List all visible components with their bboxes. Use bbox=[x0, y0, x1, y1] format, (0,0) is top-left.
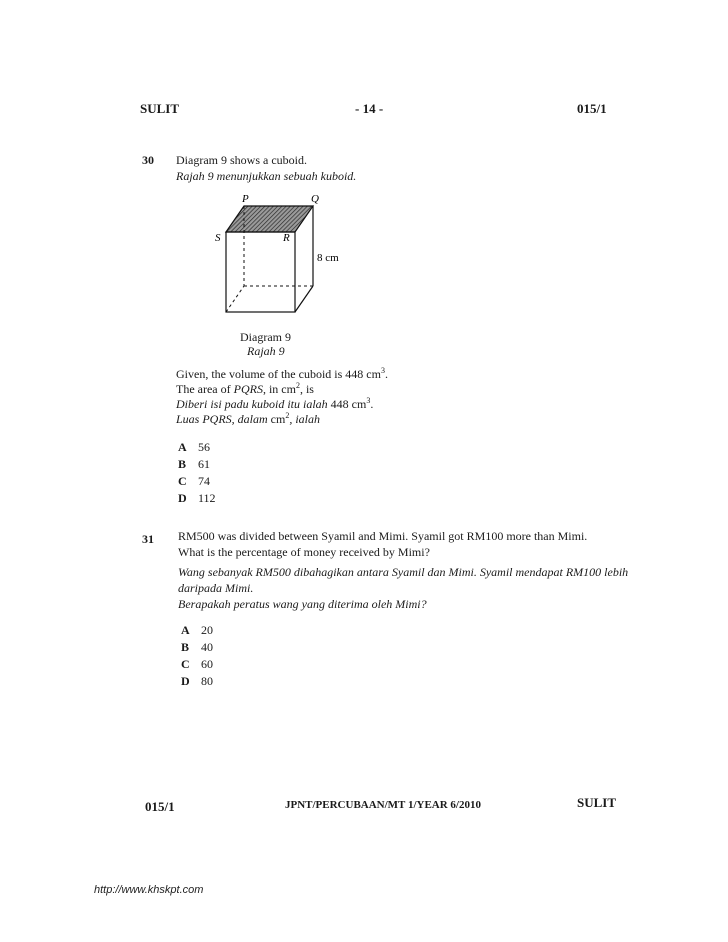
area-question-ms: Luas PQRS, dalam $cm^2$, ialah bbox=[176, 411, 321, 426]
height-label: 8 cm bbox=[317, 252, 339, 264]
header-left: SULIT bbox=[140, 101, 180, 116]
face-pqrs bbox=[226, 206, 313, 232]
page-number: - 14 - bbox=[355, 101, 384, 116]
q31-option-a[interactable]: A 20 bbox=[181, 623, 213, 637]
question-31-number: 31 bbox=[142, 532, 154, 546]
vertex-label-r: R bbox=[283, 232, 290, 244]
q30-option-b[interactable]: B 61 bbox=[178, 457, 210, 471]
hidden-depth-edge bbox=[226, 286, 244, 312]
question-31-text-ms-1: Wang sebanyak RM500 dibahagikan antara Syamil dan Mimi. Syamil mendapat RM100 lebih bbox=[178, 565, 629, 579]
question-31-text-ms-3: Berapakah peratus wang yang diterima oleh Mimi? bbox=[178, 597, 427, 611]
footer-right: SULIT bbox=[577, 795, 617, 810]
diagram-caption-ms: Rajah 9 bbox=[247, 344, 285, 358]
given-volume-ms: Diberi isi padu kuboid itu ialah 448 $cm^3$. bbox=[176, 396, 374, 411]
vertex-label-s: S bbox=[215, 232, 221, 244]
diagram-caption-en: Diagram 9 bbox=[240, 330, 291, 344]
cuboid-front-face bbox=[226, 232, 295, 312]
footer-left: 015/1 bbox=[145, 799, 175, 814]
question-30-number: 30 bbox=[142, 153, 154, 167]
q30-option-c[interactable]: C 74 bbox=[178, 474, 210, 488]
vertex-label-p: P bbox=[242, 193, 249, 205]
cuboid-bottom-right-edge bbox=[295, 286, 313, 312]
footer-center: JPNT/PERCUBAAN/MT 1/YEAR 6/2010 bbox=[285, 799, 481, 811]
question-31-text-ms-2: daripada Mimi. bbox=[178, 581, 254, 595]
area-question-en: The area of PQRS, in $cm^2$, is bbox=[176, 381, 314, 396]
q31-option-c[interactable]: C 60 bbox=[181, 657, 213, 671]
q31-option-d[interactable]: D 80 bbox=[181, 674, 213, 688]
vertex-label-q: Q bbox=[311, 193, 319, 205]
question-31-text-en-2: What is the percentage of money received by Mimi? bbox=[178, 545, 430, 559]
question-31-text-en-1: RM500 was divided between Syamil and Mimi. Syamil got RM100 more than Mimi. bbox=[178, 529, 588, 543]
footer-url-link[interactable]: http://www.khskpt.com bbox=[94, 884, 204, 896]
header-right: 015/1 bbox=[577, 101, 607, 116]
question-30-text-ms: Rajah 9 menunjukkan sebuah kuboid. bbox=[176, 169, 357, 183]
q30-option-a[interactable]: A 56 bbox=[178, 440, 210, 454]
cuboid-diagram bbox=[200, 190, 380, 330]
question-30-text-en: Diagram 9 shows a cuboid. bbox=[176, 153, 307, 167]
q31-option-b[interactable]: B 40 bbox=[181, 640, 213, 654]
given-volume-en: Given, the volume of the cuboid is 448 $cm^3$. bbox=[176, 366, 388, 381]
q30-option-d[interactable]: D 112 bbox=[178, 491, 216, 505]
